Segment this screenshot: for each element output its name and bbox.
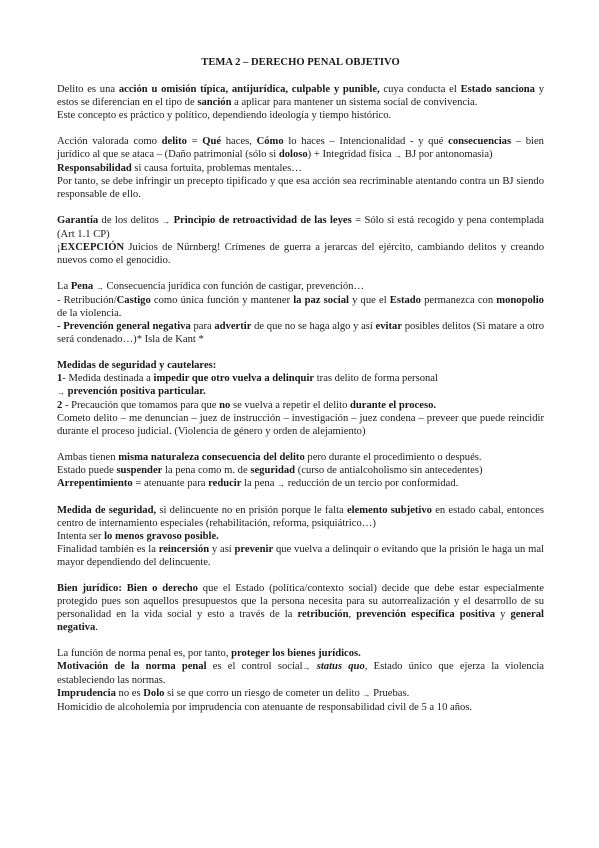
paragraph-accion-valorada: Acción valorada como delito = Qué haces, Cómo lo haces – Intencionalidad - y qué consecuencias – bien jurídico al que se ataca – (Daño patrimonial (sólo si doloso) + Integridad física → BJ por antonomasia) [57,136,544,160]
arrow-icon: → [162,217,171,226]
paragraph-excepcion: ¡EXCEPCIÓN Juicios de Nürnberg! Crímenes de guerra a jerarcas del ejército, cambiando delitos y creando nuevos como el genocidio. [57,242,544,266]
paragraph-arrepentimiento: Arrepentimiento = atenuante para reducir la pena → reducción de un tercio por conformidad. [57,478,459,489]
paragraph-bien-juridico: Bien jurídico: Bien o derecho que el Estado (política/contexto social) decide que debe estar especialmente protegido pues son aquellos presupuestos que la persona necesita para su autorrealización y el desarrollo de su personalidad en la vida social y esto a través de la retribución, prevención específica positiva y general negativa. [57,583,545,633]
arrow-icon: → [394,151,403,160]
paragraph-pena: La Pena → Consecuencia jurídica con función de castigar, prevención… [57,281,365,292]
arrow-icon: → [302,663,311,672]
paragraph-motivacion: Motivación de la norma penal es el control social→ status quo, Estado único que ejerza la violencia estableciendo las normas. [57,661,544,686]
paragraph-imprudencia: Imprudencia no es Dolo si se que corro un riesgo de cometer un delito → Pruebas. [57,688,410,699]
paragraph-medida-2: 2 - Precaución que tomamos para que no se vuelva a repetir el delito durante el proceso. [57,400,437,411]
paragraph-concept-note: Este concepto es práctico y político, dependiendo ideología y tiempo histórico. [57,110,392,121]
paragraph-retribucion: - Retribución/Castigo como única función y mantener la paz social y que el Estado permanezca con monopolio de la violencia. [57,295,544,319]
paragraph-suspender: Estado puede suspender la pena como m. de seguridad (curso de antialcoholismo sin antecedentes) [57,465,483,476]
paragraph-gravoso: Intenta ser lo menos gravoso posible. [57,531,219,542]
paragraph-medida-1: 1- Medida destinada a impedir que otro vuelva a delinquir tras delito de forma personal [57,373,438,384]
paragraph-funcion-norma: La función de norma penal es, por tanto, proteger los bienes jurídicos. [57,648,361,659]
arrow-icon: → [277,480,286,489]
arrow-icon: → [95,283,104,292]
paragraph-proceso: Cometo delito – me denuncian – juez de instrucción – investigación – juez condena – preveer que puede reincidir durante el proceso judicial. (Violencia de género y orden de alejamiento) [57,413,544,437]
paragraph-medida-seguridad: Medida de seguridad, si delincuente no en prisión porque le falta elemento subjetivo en estado cabal, entonces centro de internamiento especiales (rehabilitación, reforma, psiquiátrico…) [57,505,544,529]
arrow-icon: → [57,388,65,397]
paragraph-delito-definition: Delito es una acción u omisión típica, antijurídica, culpable y punible, cuya conducta el Estado sanciona y estos se diferencian en el tipo de sanción a aplicar para mantener un sistema social de convivencia. [57,84,545,108]
page-title: TEMA 2 – DERECHO PENAL OBJETIVO [201,57,400,68]
section-heading-medidas: Medidas de seguridad y cautelares: [57,360,217,371]
paragraph-prevencion-positiva: → prevención positiva particular. [57,386,206,397]
arrow-icon: → [362,690,371,699]
paragraph-garantia: Garantía de los delitos → Principio de retroactividad de las leyes = Sólo si está recogido y pena contemplada (Art 1.1 CP) [57,215,544,240]
paragraph-responsabilidad: Responsabilidad si causa fortuita, problemas mentales… [57,163,302,174]
paragraph-prevencion-general: - Prevención general negativa para advertir de que no se haga algo y así evitar posibles delitos (Si matare a otro será condenado…)* Isla de Kant * [57,321,545,345]
paragraph-por-tanto: Por tanto, se debe infringir un precepto tipificado y que esa acción sea recriminable atentando contra un BJ siendo responsable de ello. [57,176,544,200]
paragraph-homicidio: Homicidio de alcoholemia por imprudencia con atenuante de responsabilidad civil de 5 a 10 años. [57,702,473,713]
document-page [57,56,544,714]
paragraph-finalidad: Finalidad también es la reincersión y así prevenir que vuelva a delinquir o evitando que la prisión le haga un mal mayor dependiendo del delincuente. [57,544,544,568]
paragraph-ambas: Ambas tienen misma naturaleza consecuencia del delito pero durante el procedimiento o después. [57,452,482,463]
